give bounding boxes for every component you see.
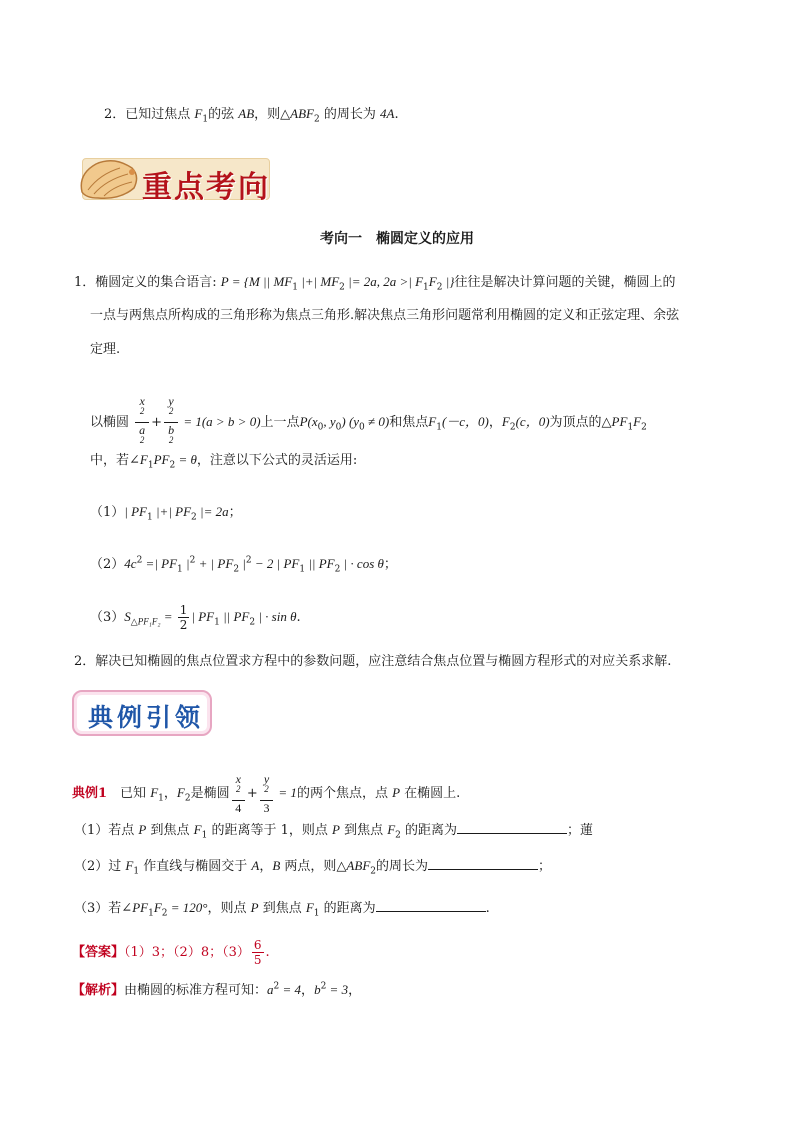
answer-blank-3[interactable] xyxy=(376,898,486,912)
section-title: 考向一 椭圆定义的应用 xyxy=(320,231,474,247)
formula-1: （1）| $PF_1$ |+| $PF_2$ |= 2a； xyxy=(90,504,242,523)
question-2: （2）过 $F_1$ 作直线与椭圆交于 A，B 两点，则$\triangle ABF_2$的周长为 ； xyxy=(74,858,552,877)
answer-blank-2[interactable] xyxy=(428,856,538,870)
seashell-icon xyxy=(74,154,144,204)
formula-3: $(3)S_{\triangle PF_1F_2}$ = $\frac{1}{2}$ | $PF_1$ || $PF_2$ | · sin θ. xyxy=(90,603,301,632)
ellipse-setup-line-2: 中，若$\angle F_1PF_2 = \theta$，注意以下公式的灵活运用: xyxy=(90,452,358,471)
example-1-statement: 典例1 已知 $F_1$，$F_2$是椭圆 x $^2$ 4 + y $^2$ 3 = 1的两个焦点，点 P 在椭圆上. xyxy=(72,772,461,815)
question-3: （3）若$\angle PF_1F_2 = 120^\circ$，则点 P 到焦点 $F_1$ 的距离为 . xyxy=(74,900,490,919)
answer-blank-1[interactable] xyxy=(457,820,567,834)
paragraph-1-line-3: 定理. xyxy=(90,342,121,357)
formula-2: $(2)4c^2$ =| $PF_1$ $|^2$ + | $PF_2$ $|^2 - 2$ | $PF_1$ || $PF_2$ | · cos θ； xyxy=(90,555,397,575)
example-banner: 典例引领 xyxy=(72,690,212,736)
ellipse-setup-line: 以椭圆 x $^2$ a $^2$ + y $^2$ b $^2$ = 1(a > b > 0)上一点$P(x_0$, $y_0$) $(y_0 \ne 0)$和焦点$F_1(-c$，0)，$F_2(c$，0)为顶点的$\triangle PF_1F_2$ xyxy=(90,394,647,445)
top-note: 2．已知过焦点 $F_1$的弦 AB，则$\triangle ABF_2$ 的周长为 4A. xyxy=(104,106,399,125)
paragraph-1-line-1: 1．椭圆定义的集合语言: P = {M || $MF_1$ |+| $MF_2$ |= 2a, 2a >| $F_1F_2$ |}往往是解决计算问题的关键，椭圆上的 xyxy=(74,274,676,293)
question-1: （1）若点 P 到焦点 $F_1$ 的距离等于 1，则点 P 到焦点 $F_2$ 的距离为 ；蓮 xyxy=(74,822,594,841)
paragraph-1-line-2: 一点与两焦点所构成的三角形称为焦点三角形.解决焦点三角形问题常利用椭圆的定义和正弦定理、余弦 xyxy=(90,308,680,323)
key-direction-banner: 重点考向 xyxy=(74,148,270,206)
paragraph-3: 2．解决已知椭圆的焦点位置求方程中的参数问题，应注意结合焦点位置与椭圆方程形式的对应关系求解. xyxy=(74,654,672,669)
analysis-line: 【解析】由椭圆的标准方程可知：$a^2 = 4$，$b^2 = 3$， xyxy=(72,981,362,998)
answer-line: 【答案】（1）3；（2）8；（3） $\frac{6}{5}$ . xyxy=(72,938,270,967)
